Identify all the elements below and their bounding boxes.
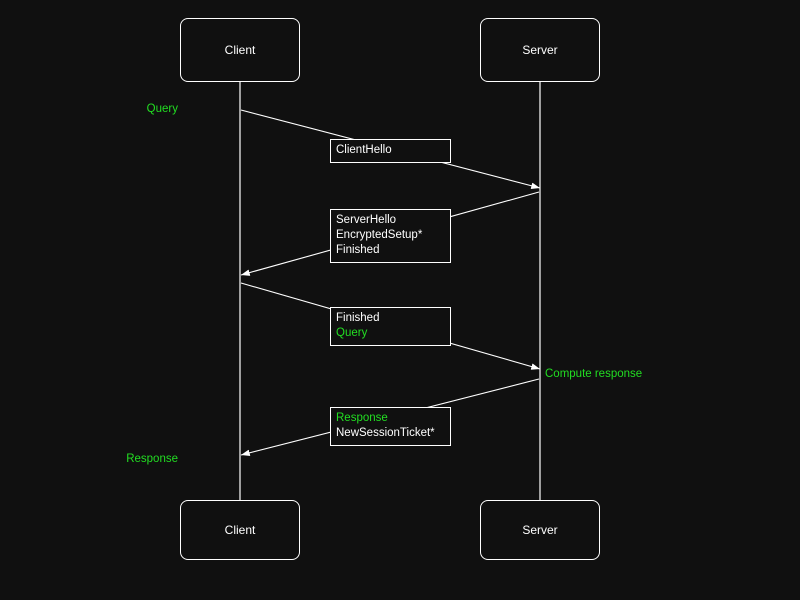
annotation-response — [100, 453, 178, 465]
annotation-query — [120, 103, 178, 115]
annotation-text: Compute response — [545, 368, 643, 380]
participant-client-top — [180, 18, 300, 82]
message-line: NewSessionTicket* — [336, 427, 435, 439]
participant-server-bottom — [480, 500, 600, 560]
message-line: EncryptedSetup* — [336, 229, 423, 241]
annotation-compute-response — [545, 368, 642, 380]
message-line: Finished — [336, 244, 380, 256]
participant-label: Client — [224, 43, 256, 57]
message-box-client-hello — [330, 139, 451, 163]
message-box-server-hello — [330, 209, 451, 263]
message-line: ClientHello — [336, 144, 392, 156]
participant-label: Server — [522, 43, 558, 57]
participant-client-bottom — [180, 500, 300, 560]
message-box-finished-query — [330, 307, 451, 346]
message-line: ServerHello — [336, 214, 397, 226]
message-line: Finished — [336, 312, 380, 324]
message-box-response-ticket — [330, 407, 451, 446]
participant-label: Server — [522, 523, 558, 537]
message-line-accent: Response — [336, 412, 388, 424]
message-line-accent: Query — [336, 327, 368, 339]
participant-label: Client — [224, 523, 256, 537]
participant-server-top — [480, 18, 600, 82]
annotation-text: Response — [126, 453, 178, 465]
annotation-text: Query — [146, 103, 178, 115]
